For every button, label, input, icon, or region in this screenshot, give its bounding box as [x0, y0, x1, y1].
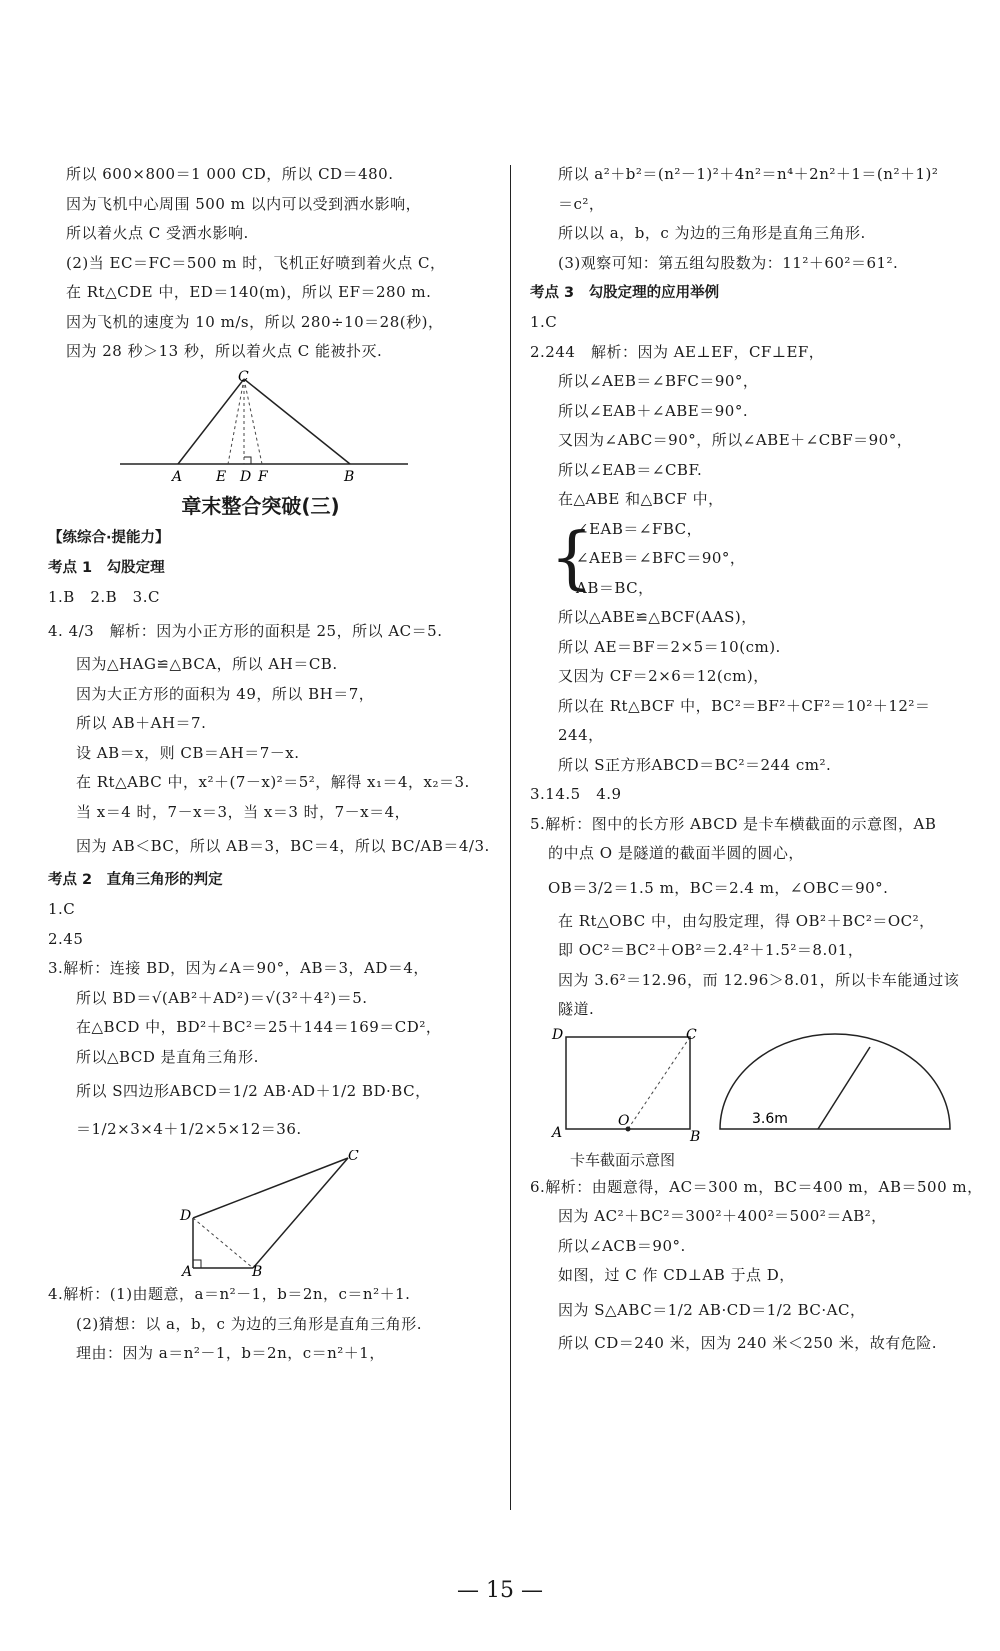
- text-line: AB＝BC，: [576, 578, 654, 597]
- text-line: 所以 600×800＝1 000 CD，所以 CD＝480.: [66, 165, 394, 183]
- text-line: 因为飞机的速度为 10 m/s，所以 280÷10＝28(秒)，: [66, 312, 444, 331]
- label-a: A: [182, 1264, 193, 1278]
- text-line: 所以 AE＝BF＝2×5＝10(cm).: [558, 637, 781, 656]
- text-line: 所以∠EAB＝∠CBF.: [558, 460, 703, 479]
- equation-system: [530, 515, 970, 604]
- text-line: 在 Rt△CDE 中，ED＝140(m)，所以 EF＝280 m.: [66, 283, 432, 301]
- text-line: 所以 a²＋b²＝(n²－1)²＋4n²＝n⁴＋2n²＋1＝(n²＋1)²: [558, 165, 939, 183]
- text-line: 在△ABE 和△BCF 中，: [558, 490, 724, 508]
- label-o: O: [618, 1112, 630, 1129]
- text-line: 所以∠ACB＝90°.: [558, 1236, 686, 1255]
- text-line: 所以在 Rt△BCF 中，BC²＝BF²＋CF²＝10²＋12²＝: [558, 696, 931, 715]
- text-line: 所以 BD＝√(AB²＋AD²)＝√(3²＋4²)＝5.: [76, 988, 368, 1007]
- label-a: A: [172, 468, 183, 485]
- text-line: 因为 AC²＋BC²＝300²＋400²＝500²＝AB²，: [558, 1207, 887, 1225]
- text-line: 所以∠AEB＝∠BFC＝90°，: [558, 372, 759, 390]
- text-line: 所以 S四边形ABCD＝1/2 AB·AD＋1/2 BD·BC，: [76, 1082, 431, 1100]
- answer-line: 3.14.5 4.9: [530, 785, 622, 803]
- answer-line: 1.C: [530, 313, 558, 331]
- text-line: 设 AB＝x，则 CB＝AH＝7－x.: [76, 743, 300, 762]
- text-line: 所以以 a，b，c 为边的三角形是直角三角形.: [558, 224, 866, 242]
- answer-line: 2.244 解析：因为 AE⊥EF，CF⊥EF，: [530, 342, 825, 361]
- answer-line: 1.B 2.B 3.C: [48, 587, 160, 606]
- text-line: 即 OC²＝BC²＋OB²＝2.4²＋1.5²＝8.01，: [558, 941, 864, 959]
- text-line: (2)当 EC＝FC＝500 m 时，飞机正好喷到着火点 C，: [66, 253, 446, 272]
- kp1-heading: 考点 1 勾股定理: [48, 559, 165, 576]
- label-c: C: [686, 1026, 697, 1043]
- answer-line: 6.解析：由题意得，AC＝300 m，BC＝400 m，AB＝500 m，: [530, 1177, 983, 1196]
- text-line: ＝c²，: [558, 194, 605, 213]
- text-line: 如图，过 C 作 CD⊥AB 于点 D，: [558, 1266, 795, 1284]
- figure-caption: 卡车截面示意图: [570, 1150, 676, 1169]
- text-line: (2)猜想：以 a，b，c 为边的三角形是直角三角形.: [76, 1314, 422, 1333]
- kp2-heading: 考点 2 直角三角形的判定: [48, 872, 223, 888]
- radius-label: 3.6m: [752, 1110, 788, 1127]
- label-d: D: [240, 468, 252, 485]
- text-line: ＝1/2×3×4＋1/2×5×12＝36.: [76, 1120, 302, 1138]
- label-d: D: [552, 1026, 564, 1043]
- label-c: C: [238, 368, 249, 385]
- text-line: 在△BCD 中，BD²＋BC²＝25＋144＝169＝CD²，: [76, 1018, 442, 1036]
- text-line: 所以 S正方形ABCD＝BC²＝244 cm².: [558, 755, 832, 774]
- kp3-heading: 考点 3 勾股定理的应用举例: [530, 285, 720, 301]
- label-b: B: [252, 1264, 263, 1278]
- left-column: [48, 160, 490, 1369]
- text-line: 所以着火点 C 受洒水影响.: [66, 224, 249, 242]
- text-line: 所以△BCD 是直角三角形.: [76, 1047, 259, 1066]
- text-line: 因为 3.6²＝12.96，而 12.96＞8.01，所以卡车能通过该: [558, 970, 960, 989]
- text-line: 理由：因为 a＝n²－1，b＝2n，c＝n²＋1，: [76, 1344, 385, 1362]
- label-b: B: [690, 1128, 701, 1145]
- text-line: 所以∠EAB＋∠ABE＝90°.: [558, 401, 749, 420]
- right-column: [530, 160, 983, 1358]
- column-divider: [510, 165, 511, 1510]
- practice-heading: 【练综合·提能力】: [48, 529, 170, 546]
- text-line: 所以 AB＋AH＝7.: [76, 714, 207, 732]
- text-line: ∠EAB＝∠FBC，: [576, 519, 703, 538]
- text-line: 隧道.: [558, 1000, 595, 1018]
- label-e: E: [216, 468, 227, 485]
- text-line: 当 x＝4 时，7－x＝3，当 x＝3 时，7－x＝4，: [76, 802, 411, 821]
- label-b: B: [344, 468, 355, 485]
- text-line: 又因为∠ABC＝90°，所以∠ABE＋∠CBF＝90°，: [558, 431, 913, 449]
- answer-line: 2.45: [48, 929, 84, 948]
- text-line: 在 Rt△OBC 中，由勾股定理，得 OB²＋BC²＝OC²，: [558, 911, 935, 930]
- text-line: 因为 S△ABC＝1/2 AB·CD＝1/2 BC·AC，: [558, 1300, 866, 1319]
- text-line: 的中点 O 是隧道的截面半圆的圆心，: [548, 844, 804, 862]
- truck-tunnel-figure: [530, 1027, 970, 1145]
- label-c: C: [348, 1150, 359, 1164]
- answer-line: 4. 4/3 解析：因为小正方形的面积是 25，所以 AC＝5.: [48, 622, 443, 640]
- answer-line: 1.C: [48, 900, 76, 918]
- answer-line: 4.解析：(1)由题意，a＝n²－1，b＝2n，c＝n²＋1.: [48, 1285, 411, 1303]
- brace-icon: {: [550, 518, 594, 598]
- text-line: 因为 AB＜BC，所以 AB＝3，BC＝4，所以 BC/AB＝4/3.: [76, 837, 490, 855]
- section-title: 章末整合突破(三): [181, 493, 340, 518]
- answer-line: 5.解析：图中的长方形 ABCD 是卡车横截面的示意图，AB: [530, 814, 937, 833]
- text-line: 244，: [558, 726, 604, 744]
- text-line: 因为飞机中心周围 500 m 以内可以受到洒水影响，: [66, 194, 422, 213]
- text-line: 因为大正方形的面积为 49，所以 BH＝7，: [76, 684, 375, 703]
- page-number: — 15 —: [457, 1578, 543, 1603]
- label-d: D: [180, 1208, 192, 1224]
- answer-line: 3.解析：连接 BD，因为∠A＝90°，AB＝3，AD＝4，: [48, 959, 429, 977]
- quadrilateral-figure: [48, 1150, 473, 1278]
- text-line: 又因为 CF＝2×6＝12(cm)，: [558, 667, 769, 685]
- text-line: OB＝3/2＝1.5 m，BC＝2.4 m，∠OBC＝90°.: [548, 878, 889, 897]
- airplane-figure: [48, 369, 473, 487]
- text-line: 因为 28 秒＞13 秒，所以着火点 C 能被扑灭.: [66, 342, 383, 360]
- text-line: 在 Rt△ABC 中，x²＋(7－x)²＝5²，解得 x₁＝4，x₂＝3.: [76, 773, 470, 791]
- text-line: ∠AEB＝∠BFC＝90°，: [576, 549, 746, 567]
- text-line: (3)观察可知：第五组勾股数为：11²＋60²＝61².: [558, 253, 899, 272]
- text-line: 因为△HAG≌△BCA，所以 AH＝CB.: [76, 655, 338, 673]
- label-f: F: [258, 468, 268, 485]
- text-line: 所以△ABE≌△BCF(AAS)，: [558, 608, 757, 626]
- text-line: 所以 CD＝240 米，因为 240 米＜250 米，故有危险.: [558, 1333, 938, 1352]
- label-a: A: [552, 1124, 563, 1141]
